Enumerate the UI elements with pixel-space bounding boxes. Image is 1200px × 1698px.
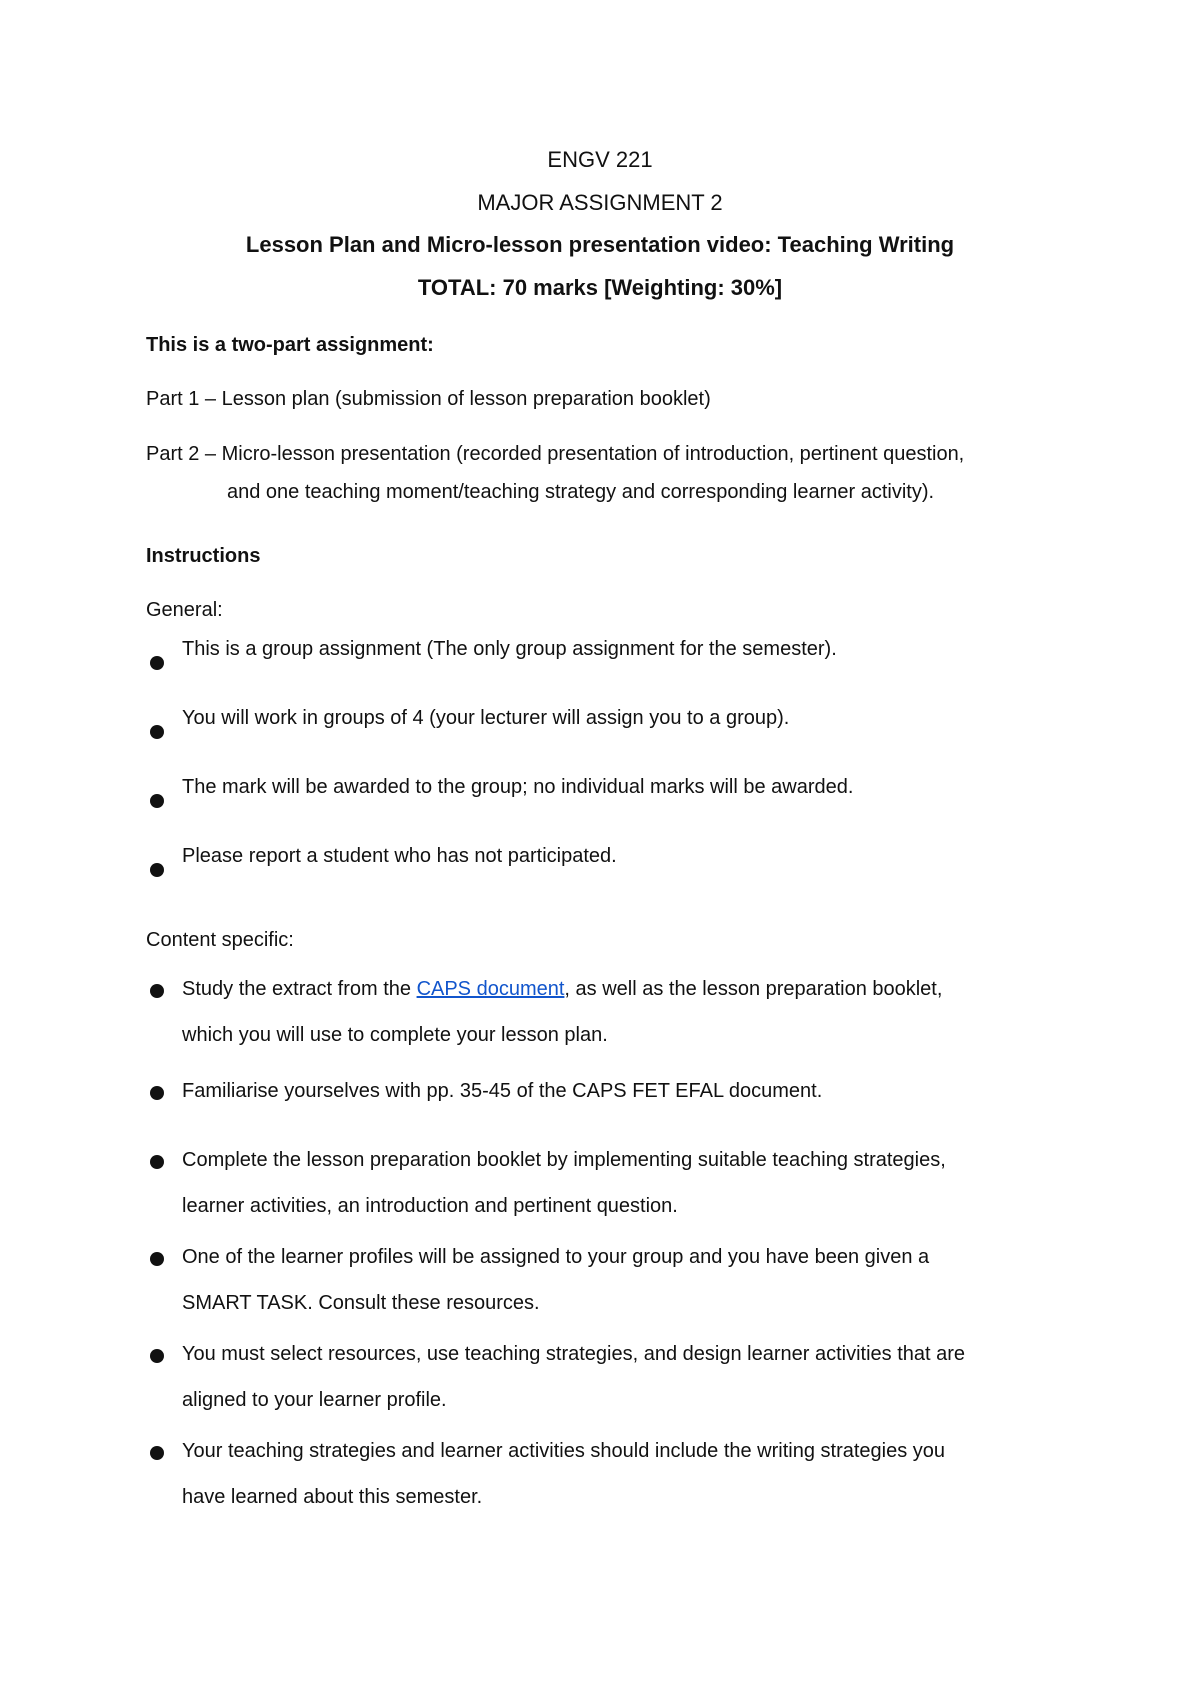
bullet-icon xyxy=(150,1446,164,1460)
caps-document-link[interactable]: CAPS document xyxy=(416,978,565,1000)
bullet-icon xyxy=(150,1086,164,1100)
assignment-title: MAJOR ASSIGNMENT 2 xyxy=(477,190,723,215)
list-item-line: aligned to your learner profile. xyxy=(182,1389,447,1411)
list-item-text xyxy=(182,1331,965,1423)
list-item-text: This is a group assignment (The only group assignment for the semester). xyxy=(182,638,837,660)
two-part-heading: This is a two-part assignment: xyxy=(146,334,434,356)
bullet-icon xyxy=(150,794,164,808)
list-item-text: Please report a student who has not participated. xyxy=(182,845,617,867)
course-code: ENGV 221 xyxy=(547,147,653,172)
instructions-heading: Instructions xyxy=(146,545,261,567)
list-item-text xyxy=(182,1234,929,1326)
list-item-line: Your teaching strategies and learner activities should include the writing strategies you xyxy=(182,1440,946,1462)
part2-text-line1: Part 2 – Micro-lesson presentation (recorded presentation of introduction, pertinent question, xyxy=(146,443,965,465)
content-specific-label: Content specific: xyxy=(146,929,294,951)
list-item-line: learner activities, an introduction and pertinent question. xyxy=(182,1195,678,1217)
list-item-text xyxy=(182,966,942,1058)
bullet-icon xyxy=(150,1349,164,1363)
bullet-icon xyxy=(150,1252,164,1266)
list-item-text: You will work in groups of 4 (your lecturer will assign you to a group). xyxy=(182,707,790,729)
list-item-text: Familiarise yourselves with pp. 35-45 of the CAPS FET EFAL document. xyxy=(182,1080,823,1102)
list-item-line: Complete the lesson preparation booklet by implementing suitable teaching strategies, xyxy=(182,1149,946,1171)
list-item-text xyxy=(182,1137,946,1229)
list-item-line: have learned about this semester. xyxy=(182,1486,483,1508)
bullet-icon xyxy=(150,1155,164,1169)
assignment-total: TOTAL: 70 marks [Weighting: 30%] xyxy=(417,275,783,300)
list-item-line: which you will use to complete your lesson plan. xyxy=(182,1024,608,1046)
bullet-icon xyxy=(150,863,164,877)
text-after-link: , as well as the lesson preparation booklet, xyxy=(564,978,943,1000)
list-item-line xyxy=(182,966,942,1012)
list-item-text xyxy=(182,1428,945,1520)
bullet-icon xyxy=(150,725,164,739)
bullet-icon xyxy=(150,656,164,670)
bullet-icon xyxy=(150,984,164,998)
list-item-line: You must select resources, use teaching strategies, and design learner activities that are xyxy=(182,1343,966,1365)
list-item-line: One of the learner profiles will be assigned to your group and you have been given a xyxy=(182,1246,930,1268)
text-before-link: Study the extract from the xyxy=(182,978,417,1000)
part1-text: Part 1 – Lesson plan (submission of lesson preparation booklet) xyxy=(146,388,711,410)
list-item-line: SMART TASK. Consult these resources. xyxy=(182,1292,540,1314)
general-label: General: xyxy=(146,599,223,621)
part2-text-line2: and one teaching moment/teaching strategy and corresponding learner activity). xyxy=(227,481,935,503)
assignment-subtitle: Lesson Plan and Micro-lesson presentation video: Teaching Writing xyxy=(245,232,955,257)
list-item-text: The mark will be awarded to the group; no individual marks will be awarded. xyxy=(182,776,854,798)
